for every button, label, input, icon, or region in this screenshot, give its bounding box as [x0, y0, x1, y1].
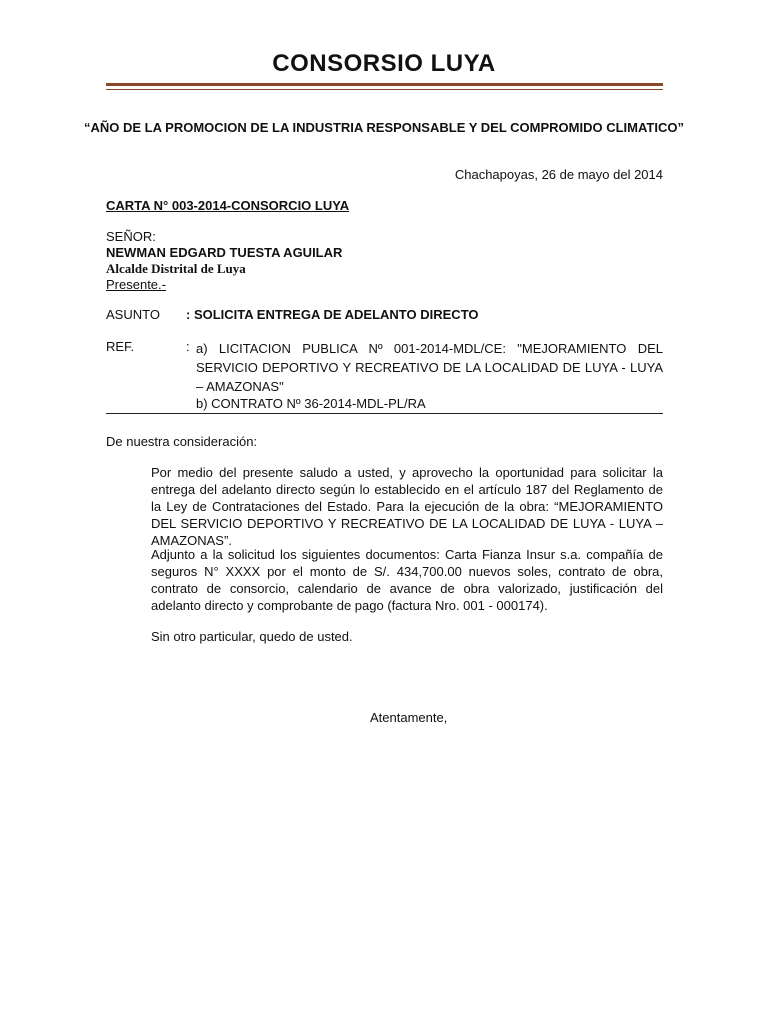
company-title: CONSORSIO LUYA	[272, 50, 496, 77]
greeting: De nuestra consideración:	[106, 434, 258, 449]
header-rule-thin	[106, 89, 663, 90]
closing: Atentamente,	[370, 710, 448, 725]
reference-item-b: b) CONTRATO Nº 36-2014-MDL-PL/RA	[196, 396, 426, 411]
body-paragraph-1: Por medio del presente saludo a usted, y aprovecho la oportunidad para solicitar la entrega del adelanto directo según lo establecido en el artículo 187 del Reglamento de la Ley de Contrataciones del Estado. Para la ejecución de la obra: “MEJORAMIENTO DEL SERVICIO DEPORTIVO Y RECREATIVO DE LA LOCALIDAD DE LUYA - LUYA – AMAZONAS”.	[151, 465, 663, 548]
recipient-salutation: SEÑOR:	[106, 229, 156, 244]
reference-colon: :	[186, 339, 190, 354]
body-paragraph-2: Adjunto a la solicitud los siguientes documentos: Carta Fianza Insur s.a. compañía de seguros N° XXXX por el monto de S/. 434,700.00 nuevos soles, contrato de obra, contrato de consorcio, calendario de avance de obra valorizado, justificación del adelanto directo y comprobante de pago (factura Nro. 001 - 000174).	[151, 547, 663, 613]
reference-divider	[106, 413, 663, 414]
subject-label: ASUNTO	[106, 307, 160, 322]
reference-label: REF.	[106, 339, 135, 354]
carta-number: CARTA N° 003-2014-CONSORCIO LUYA	[106, 198, 350, 213]
recipient-name: NEWMAN EDGARD TUESTA AGUILAR	[106, 245, 343, 260]
year-motto: “AÑO DE LA PROMOCION DE LA INDUSTRIA RESPONSABLE Y DEL COMPROMIDO CLIMATICO”	[84, 120, 684, 135]
subject-value: : SOLICITA ENTREGA DE ADELANTO DIRECTO	[186, 307, 479, 322]
reference-item-a: a) LICITACION PUBLICA Nº 001-2014-MDL/CE: "MEJORAMIENTO DEL SERVICIO DEPORTIVO Y RECREATIVO DE LA LOCALIDAD DE LUYA - LUYA – AMAZONAS"	[196, 341, 663, 394]
header-rule-thick	[106, 83, 663, 86]
body-paragraph-3: Sin otro particular, quedo de usted.	[151, 629, 353, 644]
date-line: Chachapoyas, 26 de mayo del 2014	[454, 167, 663, 182]
presente-label: Presente.-	[106, 277, 166, 292]
recipient-title: Alcalde Distrital de Luya	[106, 261, 246, 276]
